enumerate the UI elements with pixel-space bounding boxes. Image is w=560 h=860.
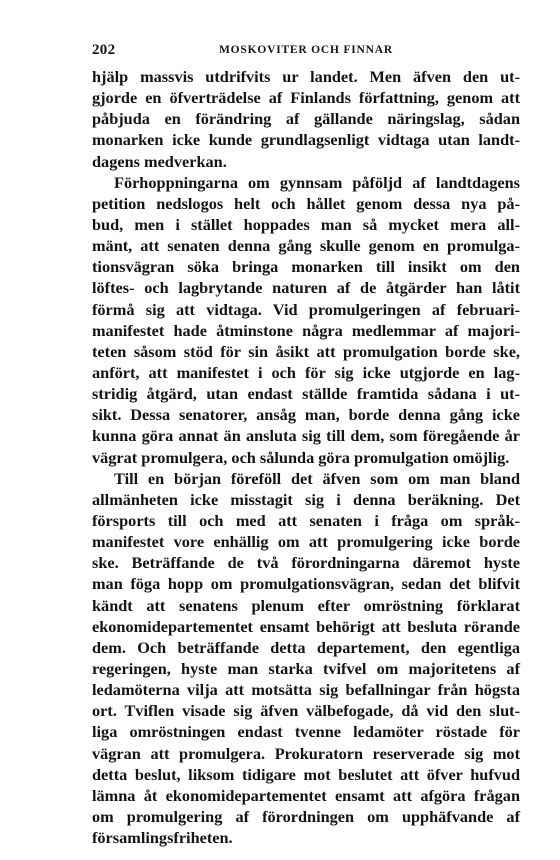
running-title: MOSKOVITER OCH FINNAR: [219, 44, 393, 56]
text-line: manifestet hade åtminstone några medlemmar af majori-: [92, 320, 520, 340]
text-line: om promulgering af förordningen om upphäfvande af: [92, 806, 520, 826]
text-line: kändt att senatens plenum efter omröstning förklarat: [92, 595, 520, 615]
text-line: anfört, att manifestet i och för sig icke utgjorde en lag-: [92, 362, 520, 382]
text-line: monarken icke kunde grundlagsenligt vidtaga utan landt-: [92, 130, 520, 150]
page-number: 202: [92, 42, 116, 58]
text-line: påbjuda en förändring af gällande näringslag, sådan: [92, 109, 520, 129]
paragraph: [92, 468, 520, 849]
paragraph: [92, 66, 520, 172]
text-line: manifestet vore enhällig om att promulgering icke borde: [92, 532, 520, 552]
text-line: detta beslut, liksom tidigare mot beslutet att öfver hufvud: [92, 764, 520, 784]
text-line: stridig åtgärd, utan endast ställde framtida sådana i ut-: [92, 384, 520, 404]
text-line: ledamöterna vilja att motsätta sig befallningar från högsta: [92, 680, 520, 700]
text-line: Till en början föreföll det äfven som om man bland: [114, 468, 520, 488]
body-text: [92, 66, 520, 848]
text-line: man föga hopp om promulgationsvägran, sedan det blifvit: [92, 574, 520, 594]
text-line: kunna göra annat än ansluta sig till dem, som föregående år: [92, 426, 520, 446]
text-line: löftes- och lagbrytande naturen af de åtgärder han låtit: [92, 278, 520, 298]
text-line: försports till och med att senaten i fråga om språk-: [92, 510, 520, 530]
running-head: [92, 42, 520, 62]
text-line: Förhoppningarna om gynnsam påföljd af landtdagens: [114, 172, 520, 192]
text-line: regeringen, hyste man starka tvifvel om majoritetens af: [92, 658, 520, 678]
text-line: förmå sig att vidtaga. Vid promulgeringen af februari-: [92, 299, 520, 319]
text-line: tionsvägran söka bringa monarken till insikt om den: [92, 257, 520, 277]
text-line: dagens medverkan.: [92, 151, 227, 171]
text-line: sikt. Dessa senatorer, ansåg man, borde denna gång icke: [92, 405, 520, 425]
text-line: vägrat promulgera, och sålunda göra promulgation omöjlig.: [92, 447, 510, 467]
text-line: teten såsom stöd för sin åsikt att promulgation borde ske,: [92, 341, 520, 361]
text-line: dem. Och beträffande detta departement, den egentliga: [92, 637, 520, 657]
text-line: ort. Tviflen visade sig äfven välbefogade, då vid den slut-: [92, 701, 520, 721]
text-line: hjälp massvis utdrifvits ur landet. Men äfven den ut-: [92, 67, 520, 86]
text-line: petition nedslogos helt och hållet genom dessa nya på-: [92, 193, 520, 213]
paragraph: [92, 172, 520, 468]
text-line: mänt, att senaten denna gång skulle genom en promulga-: [92, 236, 520, 256]
text-line: lämna åt ekonomidepartementet ensamt att afgöra frågan: [92, 785, 520, 805]
text-line: ske. Beträffande de två förordningarna däremot hyste: [92, 553, 520, 573]
text-line: församlingsfriheten.: [92, 828, 233, 848]
text-line: gjorde en öfverträdelse af Finlands författning, genom att: [92, 88, 520, 108]
text-line: vägran att promulgera. Prokuratorn reserverade sig mot: [92, 743, 520, 763]
text-line: allmänheten icke misstagit sig i denna beräkning. Det: [92, 489, 520, 509]
text-line: liga omröstningen endast tvenne ledamöter röstade för: [92, 722, 520, 742]
text-line: bud, men i stället hoppades man så mycket mera all-: [92, 214, 520, 234]
text-line: ekonomidepartementet ensamt behörigt att besluta rörande: [92, 616, 520, 636]
